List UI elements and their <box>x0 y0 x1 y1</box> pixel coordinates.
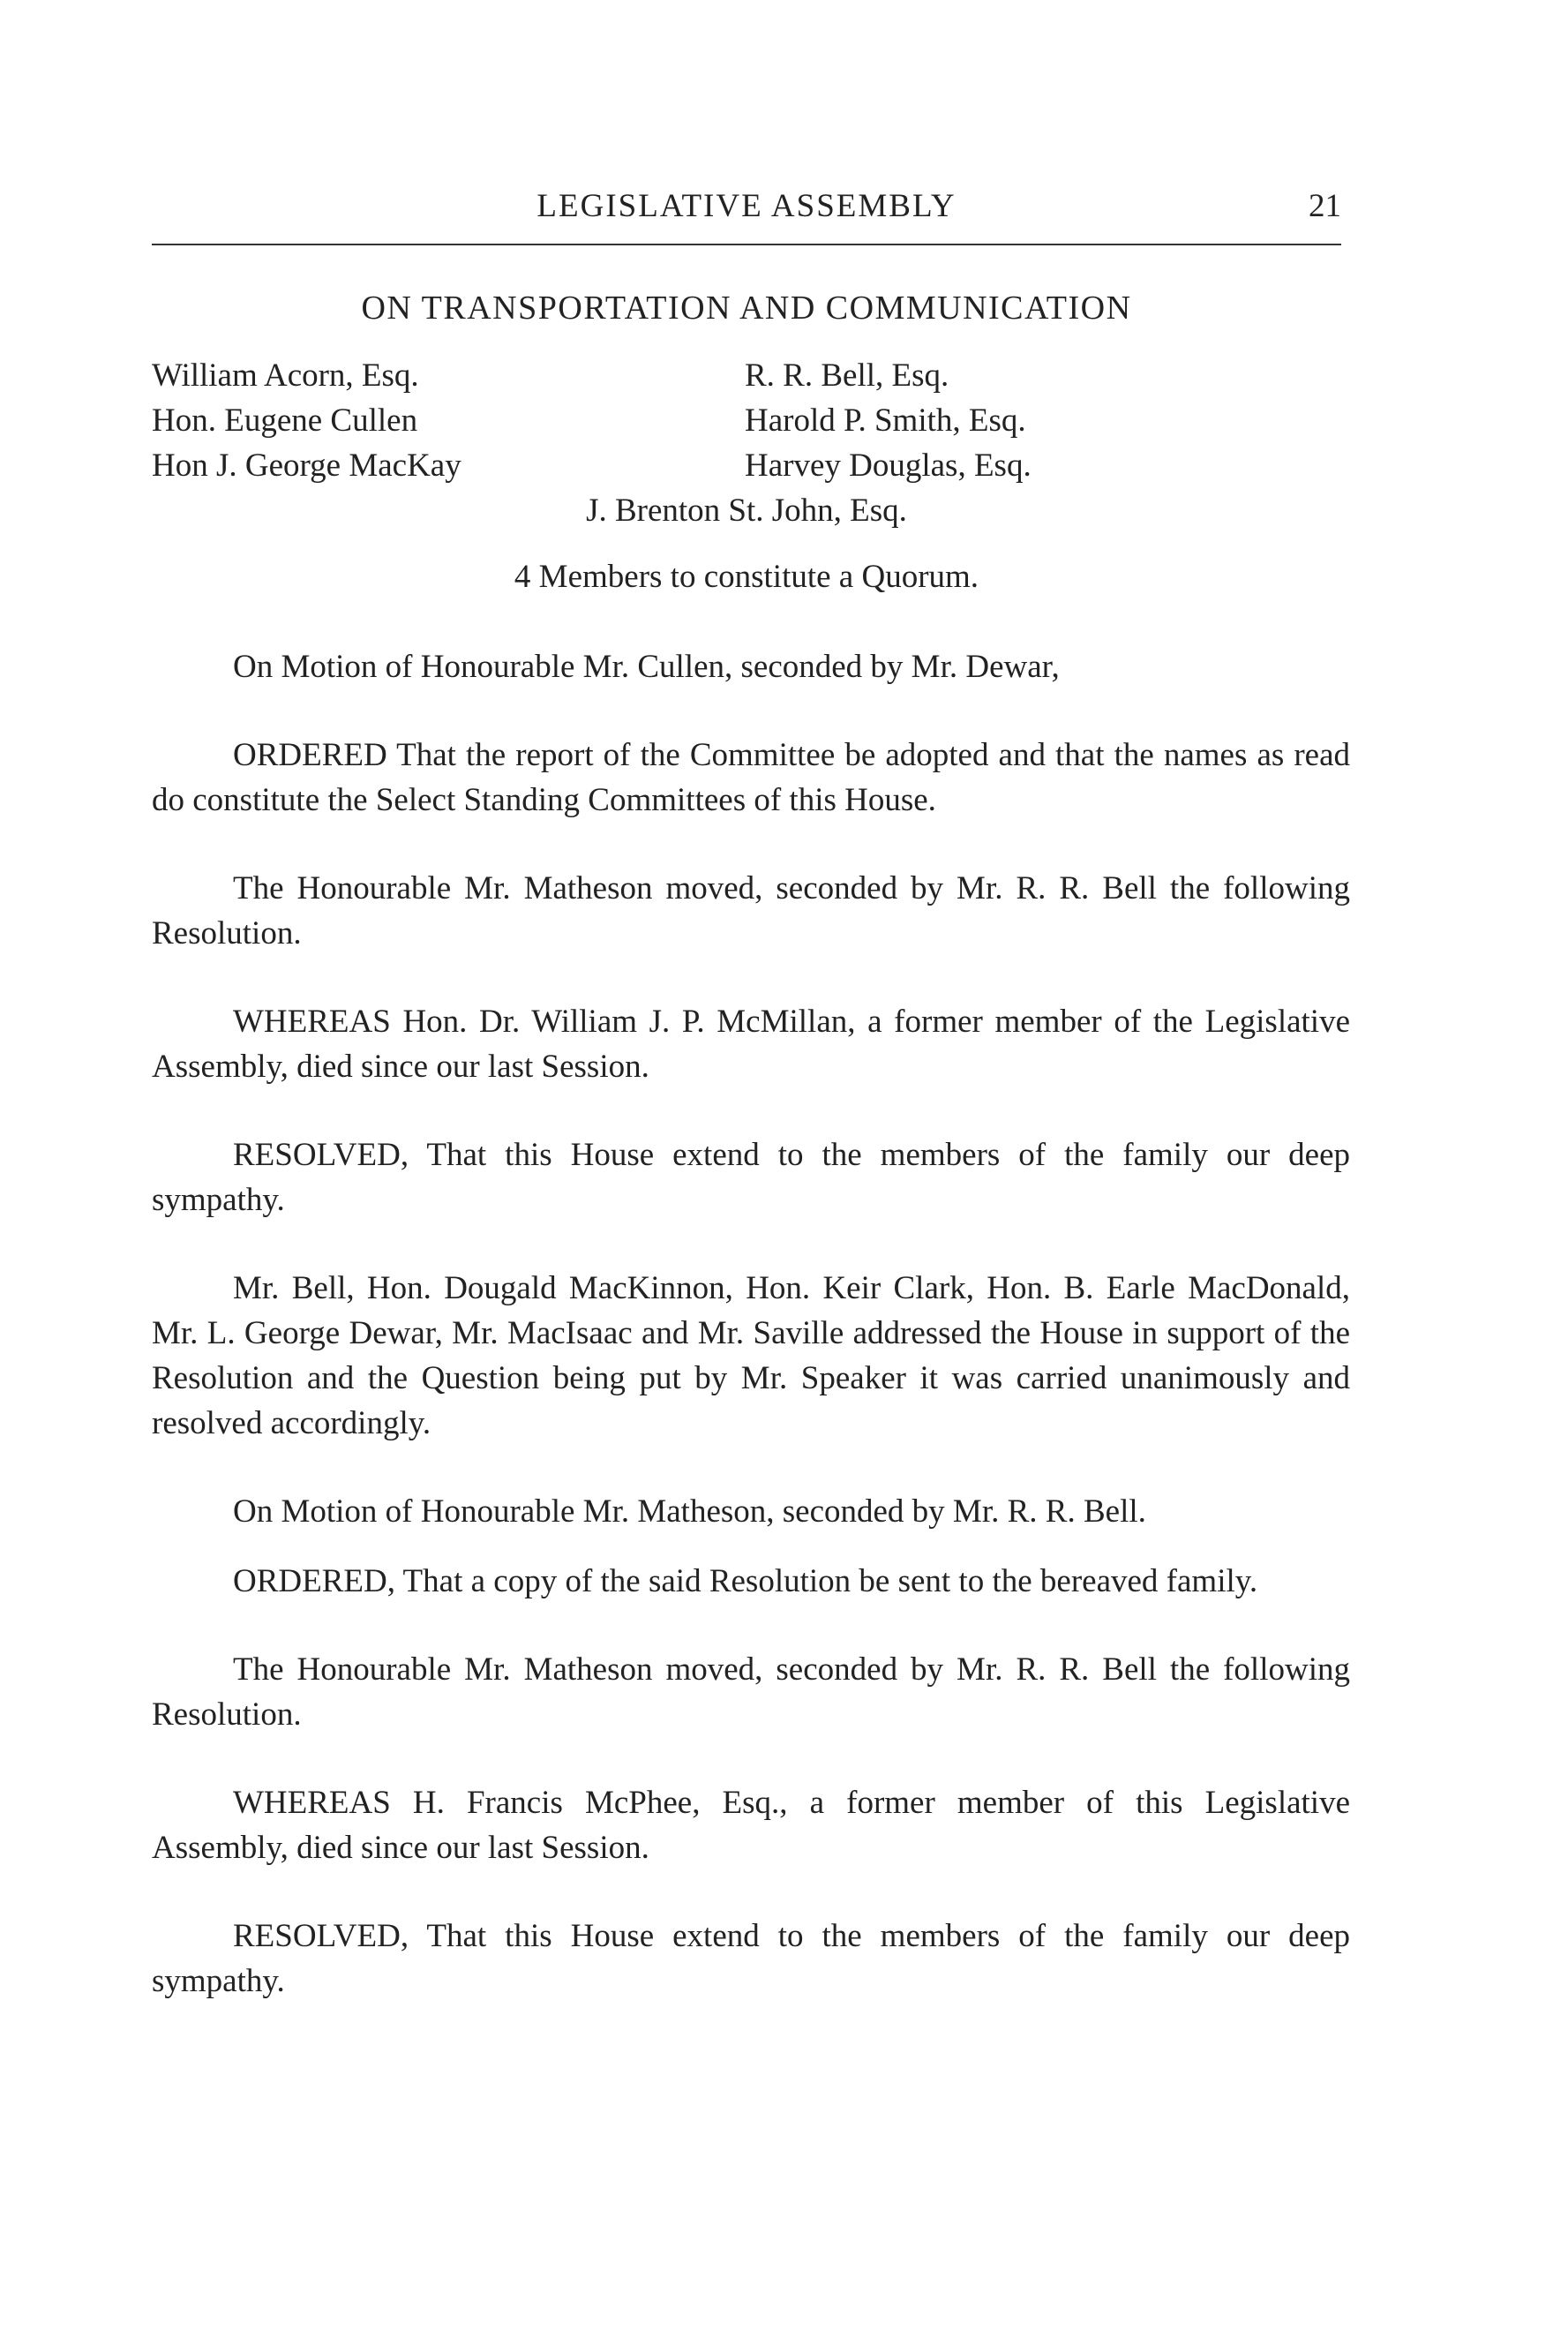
motion-paragraph: On Motion of Honourable Mr. Matheson, seconded by Mr. R. R. Bell. <box>233 1493 1146 1530</box>
member-name: Hon J. George MacKay <box>152 447 461 484</box>
whereas-paragraph: WHEREAS H. Francis McPhee, Esq., a former member of this Legislative Assembly, died since our last Session. <box>152 1785 1350 1866</box>
running-title: LEGISLATIVE ASSEMBLY <box>536 188 957 224</box>
committee-title: ON TRANSPORTATION AND COMMUNICATION <box>361 290 1132 327</box>
ordered-paragraph: ORDERED That the report of the Committee be adopted and that the names as read do constitute the Select Standing Committees of this House. <box>152 737 1350 818</box>
motion-paragraph: The Honourable Mr. Matheson moved, seconded by Mr. R. R. Bell the following Resolution. <box>152 870 1350 951</box>
debate-paragraph: Mr. Bell, Hon. Dougald MacKinnon, Hon. Keir Clark, Hon. B. Earle MacDonald, Mr. L. George Dewar, Mr. MacIsaac and Mr. Saville addressed the House in support of the Resolution and the Question being put by Mr. Speaker it was carried unanimously and resolved accordingly. <box>152 1270 1350 1441</box>
member-name: J. Brenton St. John, Esq. <box>586 493 907 529</box>
committee-member-list <box>152 353 1341 533</box>
member-name: Harold P. Smith, Esq. <box>745 402 1026 439</box>
member-row <box>152 353 1341 398</box>
member-name: Hon. Eugene Cullen <box>152 402 418 439</box>
proceedings-text <box>152 644 1350 2047</box>
member-name: Harvey Douglas, Esq. <box>745 447 1032 484</box>
whereas-paragraph: WHEREAS Hon. Dr. William J. P. McMillan, a former member of the Legislative Assembly, died since our last Session. <box>152 1004 1350 1085</box>
motion-paragraph: On Motion of Honourable Mr. Cullen, seconded by Mr. Dewar, <box>233 649 1060 685</box>
member-row <box>152 398 1341 443</box>
header-rule <box>152 244 1341 245</box>
ordered-paragraph: ORDERED, That a copy of the said Resolution be sent to the bereaved family. <box>233 1563 1258 1599</box>
page-number: 21 <box>1309 188 1341 224</box>
member-row <box>152 443 1341 488</box>
motion-paragraph: The Honourable Mr. Matheson moved, seconded by Mr. R. R. Bell the following Resolution. <box>152 1651 1350 1733</box>
running-header <box>152 187 1341 240</box>
member-name: R. R. Bell, Esq. <box>745 357 949 394</box>
resolved-paragraph: RESOLVED, That this House extend to the members of the family our deep sympathy. <box>152 1137 1350 1218</box>
quorum-note: 4 Members to constitute a Quorum. <box>514 559 979 595</box>
resolved-paragraph: RESOLVED, That this House extend to the members of the family our deep sympathy. <box>152 1918 1350 1999</box>
member-name: William Acorn, Esq. <box>152 357 419 394</box>
